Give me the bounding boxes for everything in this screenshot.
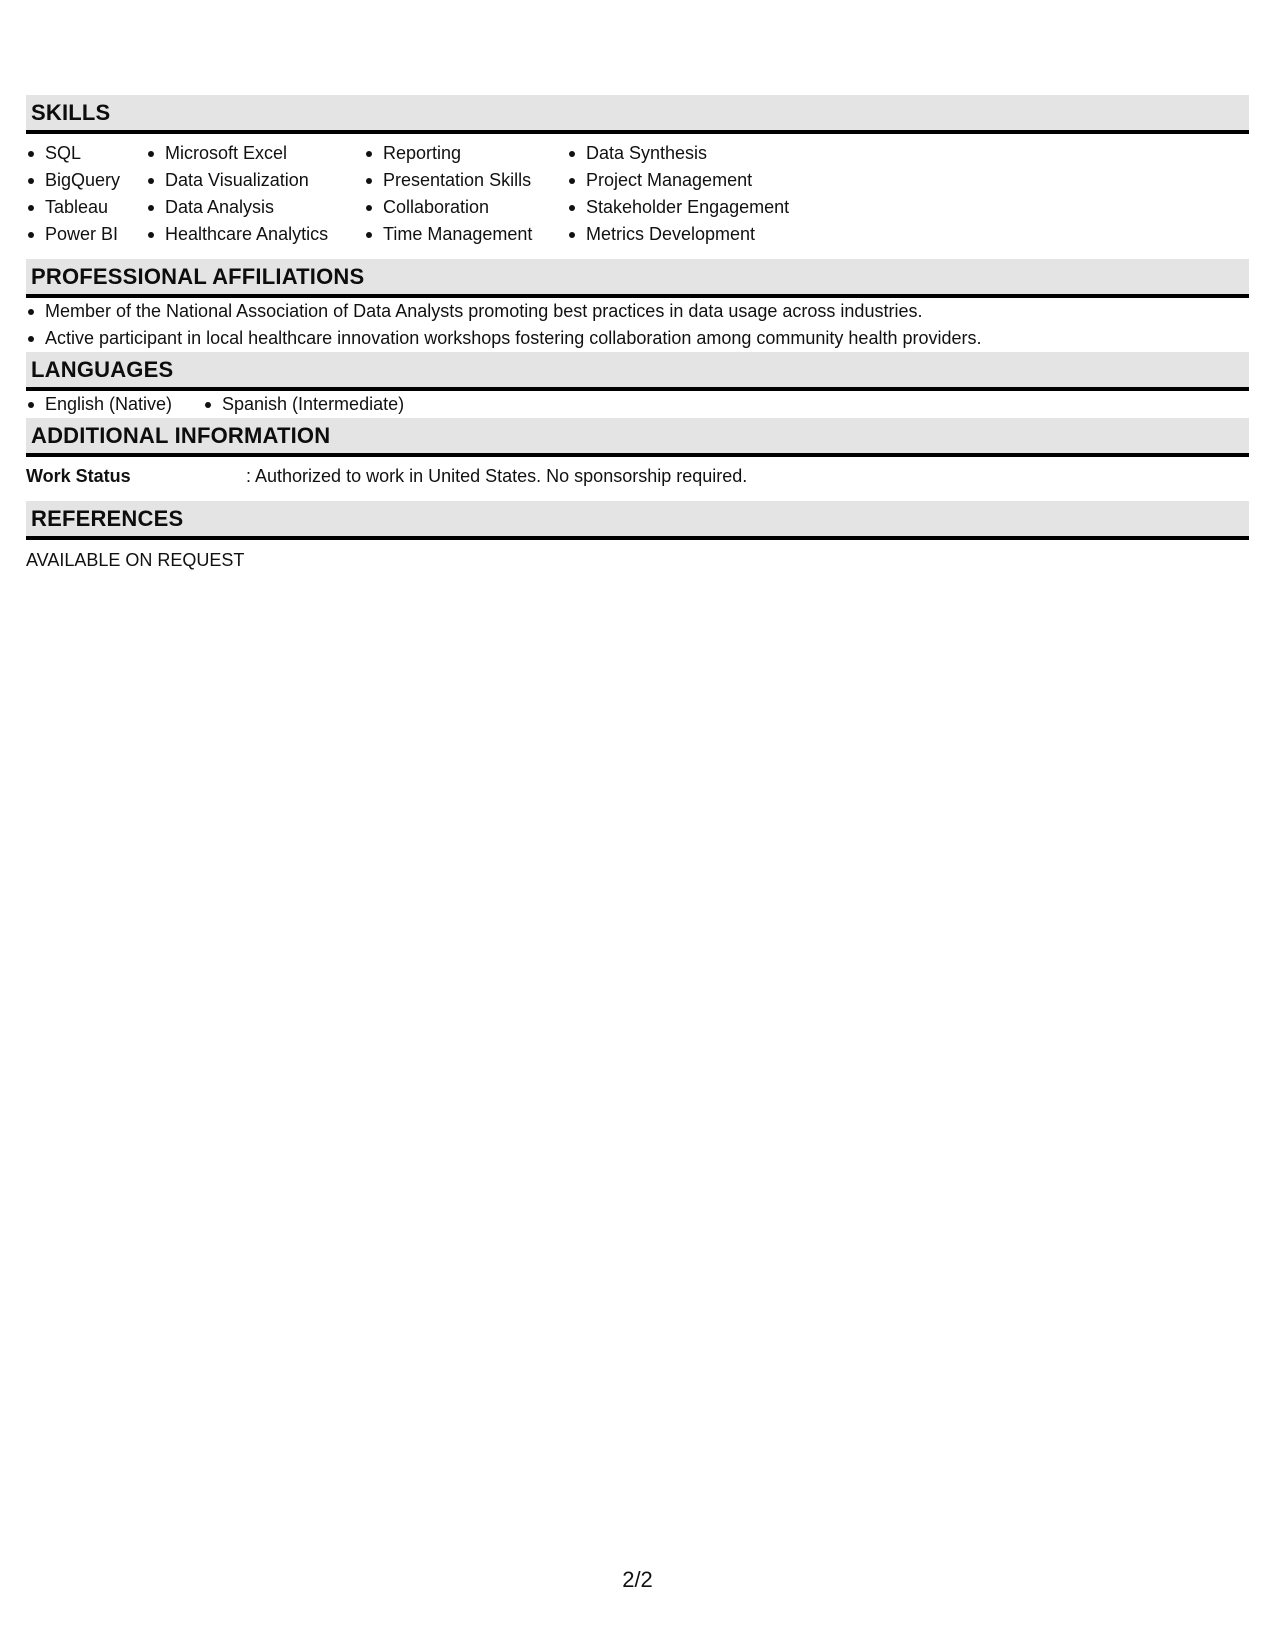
languages-header xyxy=(26,352,1249,391)
affiliation-item: Active participant in local healthcare innovation workshops fostering collaboration among community health providers. xyxy=(26,325,1249,352)
page-number: 2/2 xyxy=(622,1567,653,1592)
skill-item: Metrics Development xyxy=(567,221,867,248)
skill-item: Data Visualization xyxy=(146,167,364,194)
references-header xyxy=(26,501,1249,540)
references-section xyxy=(26,501,1249,574)
skills-title: SKILLS xyxy=(31,99,111,125)
resume-page xyxy=(26,95,1249,574)
work-status-label: Work Status xyxy=(26,466,131,486)
work-status-value: : Authorized to work in United States. No sponsorship required. xyxy=(246,466,748,486)
additional-info-section xyxy=(26,418,1249,501)
additional-info-title: ADDITIONAL INFORMATION xyxy=(31,422,331,448)
skill-item: Collaboration xyxy=(364,194,567,221)
skills-column-3 xyxy=(364,140,567,248)
work-status-row xyxy=(26,457,1249,501)
affiliation-item: Member of the National Association of Data Analysts promoting best practices in data usage across industries. xyxy=(26,298,1249,325)
skill-item: Power BI xyxy=(26,221,146,248)
affiliations-section xyxy=(26,259,1249,352)
skill-item: Healthcare Analytics xyxy=(146,221,364,248)
skills-column-2 xyxy=(146,140,364,248)
skill-item: Tableau xyxy=(26,194,146,221)
skill-item: Data Synthesis xyxy=(567,140,867,167)
skill-item: SQL xyxy=(26,140,146,167)
language-item: Spanish (Intermediate) xyxy=(203,391,404,418)
skills-column-1 xyxy=(26,140,146,248)
language-item: English (Native) xyxy=(26,391,203,418)
skill-item: Stakeholder Engagement xyxy=(567,194,867,221)
references-text: AVAILABLE ON REQUEST xyxy=(26,550,245,570)
skill-item: BigQuery xyxy=(26,167,146,194)
skill-item: Presentation Skills xyxy=(364,167,567,194)
skills-section xyxy=(26,95,1249,259)
skill-item: Microsoft Excel xyxy=(146,140,364,167)
skills-grid xyxy=(26,134,1249,259)
references-title: REFERENCES xyxy=(31,505,184,531)
skills-header xyxy=(26,95,1249,134)
additional-info-header xyxy=(26,418,1249,457)
skills-column-4 xyxy=(567,140,867,248)
affiliations-header xyxy=(26,259,1249,298)
skill-item: Reporting xyxy=(364,140,567,167)
affiliations-list xyxy=(26,298,1249,352)
skill-item: Time Management xyxy=(364,221,567,248)
languages-title: LANGUAGES xyxy=(31,356,174,382)
affiliations-title: PROFESSIONAL AFFILIATIONS xyxy=(31,263,365,289)
languages-section xyxy=(26,352,1249,418)
languages-list xyxy=(26,391,1249,418)
skill-item: Data Analysis xyxy=(146,194,364,221)
skill-item: Project Management xyxy=(567,167,867,194)
